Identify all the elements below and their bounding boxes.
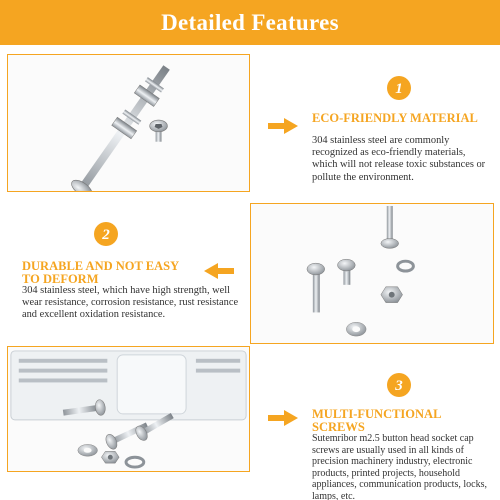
arrow-right-icon <box>268 118 298 134</box>
screw-parts-illustration <box>251 204 493 343</box>
feature-1-title: ECO-FRIENDLY MATERIAL <box>312 111 478 125</box>
feature-3-description: Sutemribor m2.5 button head socket cap screws are usually used in all kinds of precision machinery industry, electronic products, printed projects, household appliances, communication products, locks, lamps, etc. <box>312 433 487 500</box>
number-circle-icon <box>386 372 412 398</box>
feature-3-number: 3 <box>395 378 403 394</box>
number-circle-icon <box>386 75 412 101</box>
feature-1-number: 1 <box>395 81 403 97</box>
screw-assembly-photo <box>7 54 250 192</box>
feature-3-title: MULTI-FUNCTIONAL SCREWS <box>312 407 441 434</box>
screw-parts-photo <box>250 203 494 344</box>
feature-2-description: 304 stainless steel, which have high strength, well wear resistance, corrosion resistance, rust resistance and excellent oxidation resistance. <box>22 285 239 321</box>
feature-2-title: DURABLE AND NOT EASY TO DEFORM <box>22 259 179 286</box>
screw-kit-photo <box>7 346 250 472</box>
screw-assembly-illustration <box>8 55 249 191</box>
feature-2-number: 2 <box>102 227 110 243</box>
number-circle-icon <box>93 221 119 247</box>
arrow-left-icon <box>204 263 234 279</box>
feature-1-description: 304 stainless steel are commonly recognized as eco-friendly materials, which will not release toxic substances or pollute the environment. <box>312 135 486 183</box>
arrow-right-icon <box>268 410 298 426</box>
feature-3-badge <box>386 372 412 398</box>
page-title: Detailed Features <box>161 9 339 35</box>
feature-1-badge <box>386 75 412 101</box>
screw-kit-illustration <box>8 347 249 471</box>
header-banner <box>0 0 500 45</box>
feature-2-badge <box>93 221 119 247</box>
